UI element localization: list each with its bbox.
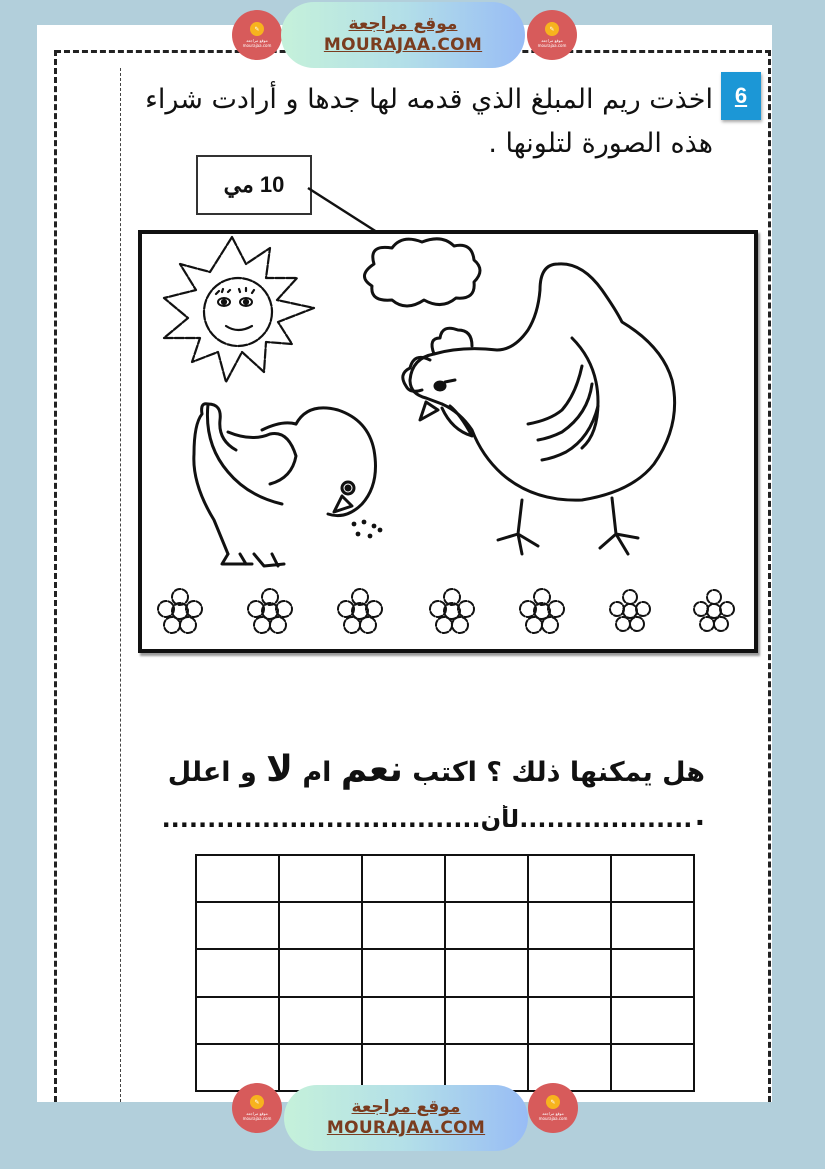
grid-cell[interactable] [196, 949, 279, 996]
page-border-left [54, 50, 57, 1102]
logo-caption-en: mourajaa.com [538, 1116, 568, 1121]
grid-cell[interactable] [362, 949, 445, 996]
answer-option-yes: نعم [340, 749, 403, 790]
grid-row [196, 949, 694, 996]
logo-book-icon: ✎ [250, 22, 264, 36]
grid-row [196, 902, 694, 949]
grid-cell[interactable] [362, 902, 445, 949]
site-name-english[interactable]: MOURAJAA.COM [323, 35, 483, 55]
grid-cell[interactable] [279, 997, 362, 1044]
grid-cell[interactable] [279, 949, 362, 996]
site-name-arabic[interactable]: موقع مراجعة [351, 1097, 461, 1117]
question2-text-part1: هل يمكنها ذلك ؟ اكتب [412, 757, 705, 788]
grid-cell[interactable] [528, 997, 611, 1044]
grid-cell[interactable] [196, 855, 279, 902]
chick-icon [194, 404, 376, 566]
logo-caption-en: mourajaa.com [537, 43, 567, 48]
logo-caption-en: mourajaa.com [242, 43, 272, 48]
logo-book-icon: ✎ [546, 1095, 560, 1109]
work-grid [195, 854, 695, 1092]
grid-cell[interactable] [445, 997, 528, 1044]
cloud-icon [364, 239, 480, 306]
grid-cell[interactable] [528, 855, 611, 902]
grid-cell[interactable] [528, 902, 611, 949]
site-logo-icon[interactable] [232, 1083, 282, 1133]
logo-book-icon: ✎ [250, 1095, 264, 1109]
answer-dots-right: ................... [519, 805, 693, 833]
site-badge-bottom[interactable] [284, 1085, 528, 1151]
answer-because-word: لأن [480, 805, 520, 833]
site-badge-top[interactable] [281, 2, 525, 68]
site-logo-icon[interactable] [528, 1083, 578, 1133]
answer-option-no: لا [266, 749, 293, 790]
grid-cell[interactable] [611, 1044, 694, 1091]
grid-cell[interactable] [196, 997, 279, 1044]
question-number-badge: 6 [721, 72, 761, 120]
question2-text-part3: و اعلل . [167, 757, 705, 832]
page-border-right [768, 50, 771, 1102]
price-tag: 10 مي [196, 155, 312, 215]
logo-book-icon: ✎ [545, 22, 559, 36]
logo-caption-ar: موقع مراجعة [246, 1111, 268, 1116]
site-name-arabic[interactable]: موقع مراجعة [348, 14, 458, 34]
grid-cell[interactable] [445, 1044, 528, 1091]
sun-icon [164, 237, 314, 382]
logo-caption-ar: موقع مراجعة [541, 38, 563, 43]
logo-caption-en: mourajaa.com [242, 1116, 272, 1121]
grid-cell[interactable] [611, 997, 694, 1044]
grid-cell[interactable] [279, 1044, 362, 1091]
hen-icon [403, 264, 675, 554]
grid-cell[interactable] [445, 855, 528, 902]
question2-text-or: ام [302, 757, 332, 788]
grid-row [196, 1044, 694, 1091]
coloring-picture [138, 230, 758, 653]
grid-row [196, 855, 694, 902]
site-logo-icon[interactable] [527, 10, 577, 60]
grid-row [196, 997, 694, 1044]
grid-cell[interactable] [611, 855, 694, 902]
grid-cell[interactable] [362, 997, 445, 1044]
grid-cell[interactable] [362, 1044, 445, 1091]
grid-cell[interactable] [528, 949, 611, 996]
flower-row [158, 589, 734, 633]
answer-line[interactable] [148, 805, 706, 833]
grid-cell[interactable] [362, 855, 445, 902]
grid-cell[interactable] [279, 902, 362, 949]
logo-caption-ar: موقع مراجعة [542, 1111, 564, 1116]
margin-line [120, 68, 121, 1102]
grid-cell[interactable] [196, 902, 279, 949]
site-name-english[interactable]: MOURAJAA.COM [326, 1118, 486, 1138]
logo-caption-ar: موقع مراجعة [246, 38, 268, 43]
answer-dots-left: ................................... [161, 805, 481, 833]
grid-cell[interactable] [279, 855, 362, 902]
site-logo-icon[interactable] [232, 10, 282, 60]
grid-cell[interactable] [611, 949, 694, 996]
question-text: اخذت ريم المبلغ الذي قدمه لها جدها و أرادت شراء هذه الصورة لتلونها . [145, 84, 713, 159]
grid-cell[interactable] [611, 902, 694, 949]
grid-cell[interactable] [528, 1044, 611, 1091]
grain-icons [352, 520, 383, 539]
grid-cell[interactable] [445, 902, 528, 949]
grid-cell[interactable] [445, 949, 528, 996]
coloring-picture-illustration [142, 234, 754, 649]
